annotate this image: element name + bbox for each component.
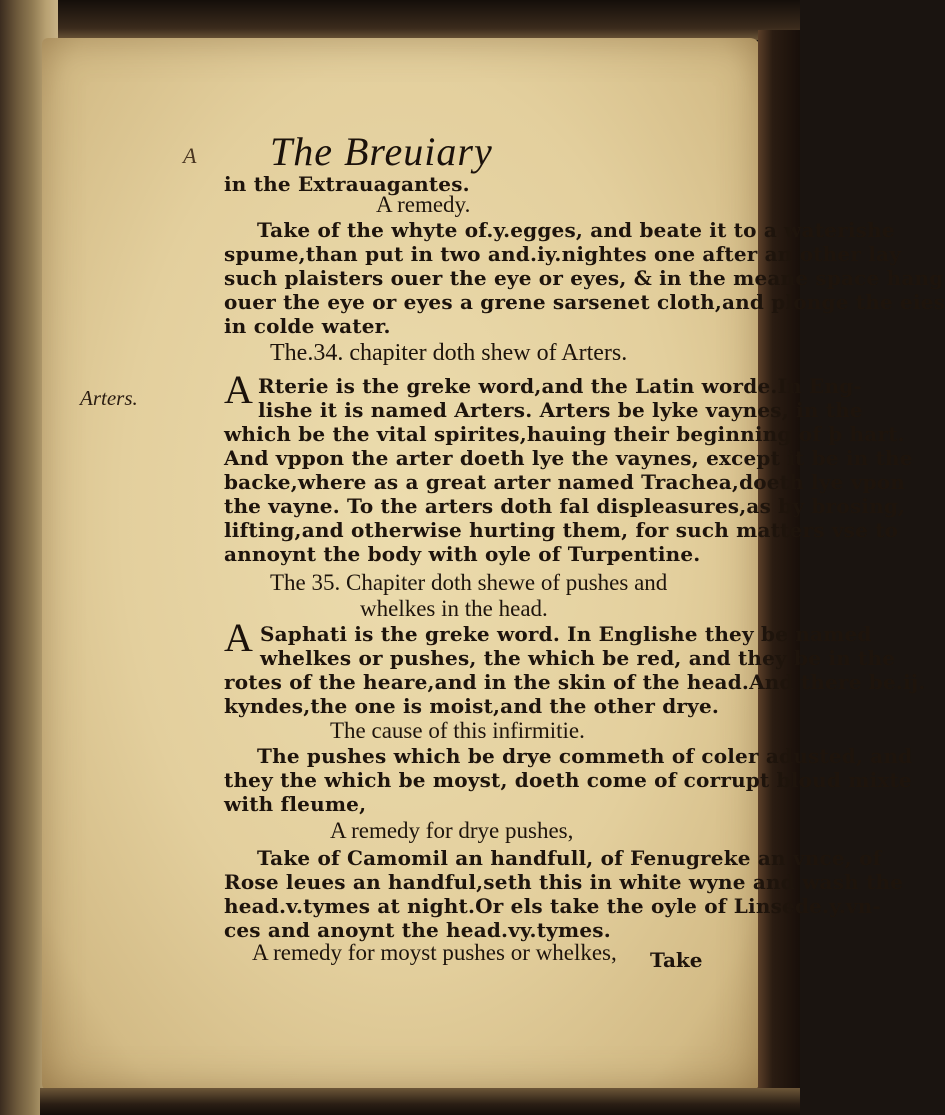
text-line: lishe it is named Arters. Arters be lyke vaynes, in the — [258, 398, 863, 422]
chapter-heading-35: The 35. Chapiter doth shewe of pushes and — [270, 570, 668, 595]
text-line: such plaisters ouer the eye or eyes, & in the meane space hang — [224, 266, 944, 290]
signature-mark: A — [183, 143, 197, 168]
subheading-cause: The cause of this infirmitie. — [330, 718, 585, 743]
catchword: Take — [650, 948, 703, 972]
text-line: Take of the whyte of.y.egges, and beate it to a waterishe — [257, 218, 895, 242]
binding-top-shadow — [40, 0, 800, 40]
text-line: kyndes,the one is moist,and the other drye. — [224, 694, 720, 718]
subheading-remedy: A remedy. — [376, 192, 471, 217]
text-line: backe,where as a great arter named Trachea,doeth lye vpon — [224, 470, 906, 494]
text-line: And vppon the arter doeth lye the vaynes, except it be in the — [224, 446, 913, 470]
text-line: ces and anoynt the head.vy.tymes. — [224, 918, 611, 942]
text-line: spume,than put in two and.iy.nightes one after an other lay — [224, 242, 902, 266]
text-line: head.v.tymes at night.Or els take the oyle of Linsede.y.vn- — [224, 894, 881, 918]
text-line: Rose leues an handful,seth this in white wyne and wash the — [224, 870, 904, 894]
text-line: The pushes which be drye commeth of coler adusted, and — [257, 744, 913, 768]
chapter-heading-35-cont: whelkes in the head. — [360, 596, 548, 621]
binding-bottom-shadow — [40, 1088, 800, 1115]
text-line: annoynt the body with oyle of Turpentine. — [224, 542, 701, 566]
page-fore-edge — [758, 30, 800, 1100]
text-line: rotes of the heare,and in the skin of the head.And there be.ij. — [224, 670, 926, 694]
chapter-heading-34: The.34. chapiter doth shew of Arters. — [270, 340, 628, 366]
text-line: with fleume, — [224, 792, 367, 816]
text-line: which be the vital spirites,hauing their beginning of þ hart. — [224, 422, 905, 446]
text-line: Rterie is the greke word,and the Latin worde.In Eng- — [258, 374, 862, 398]
subheading-remedy-moyst: A remedy for moyst pushes or whelkes, — [252, 940, 617, 965]
running-title: The Breuiary — [270, 129, 493, 174]
text-line: lifting,and otherwise hurting them, for such matters vse to — [224, 518, 899, 542]
drop-cap-a: A — [224, 367, 253, 412]
margin-note-arters: Arters. — [80, 386, 138, 410]
text-line: in the Extrauagantes. — [224, 172, 470, 196]
text-line: Take of Camomil an handfull, of Fenugreke an vnce, of — [257, 846, 882, 870]
text-line: whelkes or pushes, the which be red, and they be in the — [260, 646, 896, 670]
text-line: ouer the eye or eyes a grene sarsenet cloth,and plonge the eies — [224, 290, 945, 314]
text-line: the vayne. To the arters doth fal displeasures,as by brosing, — [224, 494, 906, 518]
text-line: they the which be moyst, doeth come of corrupt bloud mixte — [224, 768, 912, 792]
text-line: Saphati is the greke word. In Englishe they be named — [260, 622, 872, 646]
text-line: in colde water. — [224, 314, 391, 338]
subheading-remedy-drye: A remedy for drye pushes, — [330, 818, 574, 843]
drop-cap-a: A — [224, 615, 253, 660]
